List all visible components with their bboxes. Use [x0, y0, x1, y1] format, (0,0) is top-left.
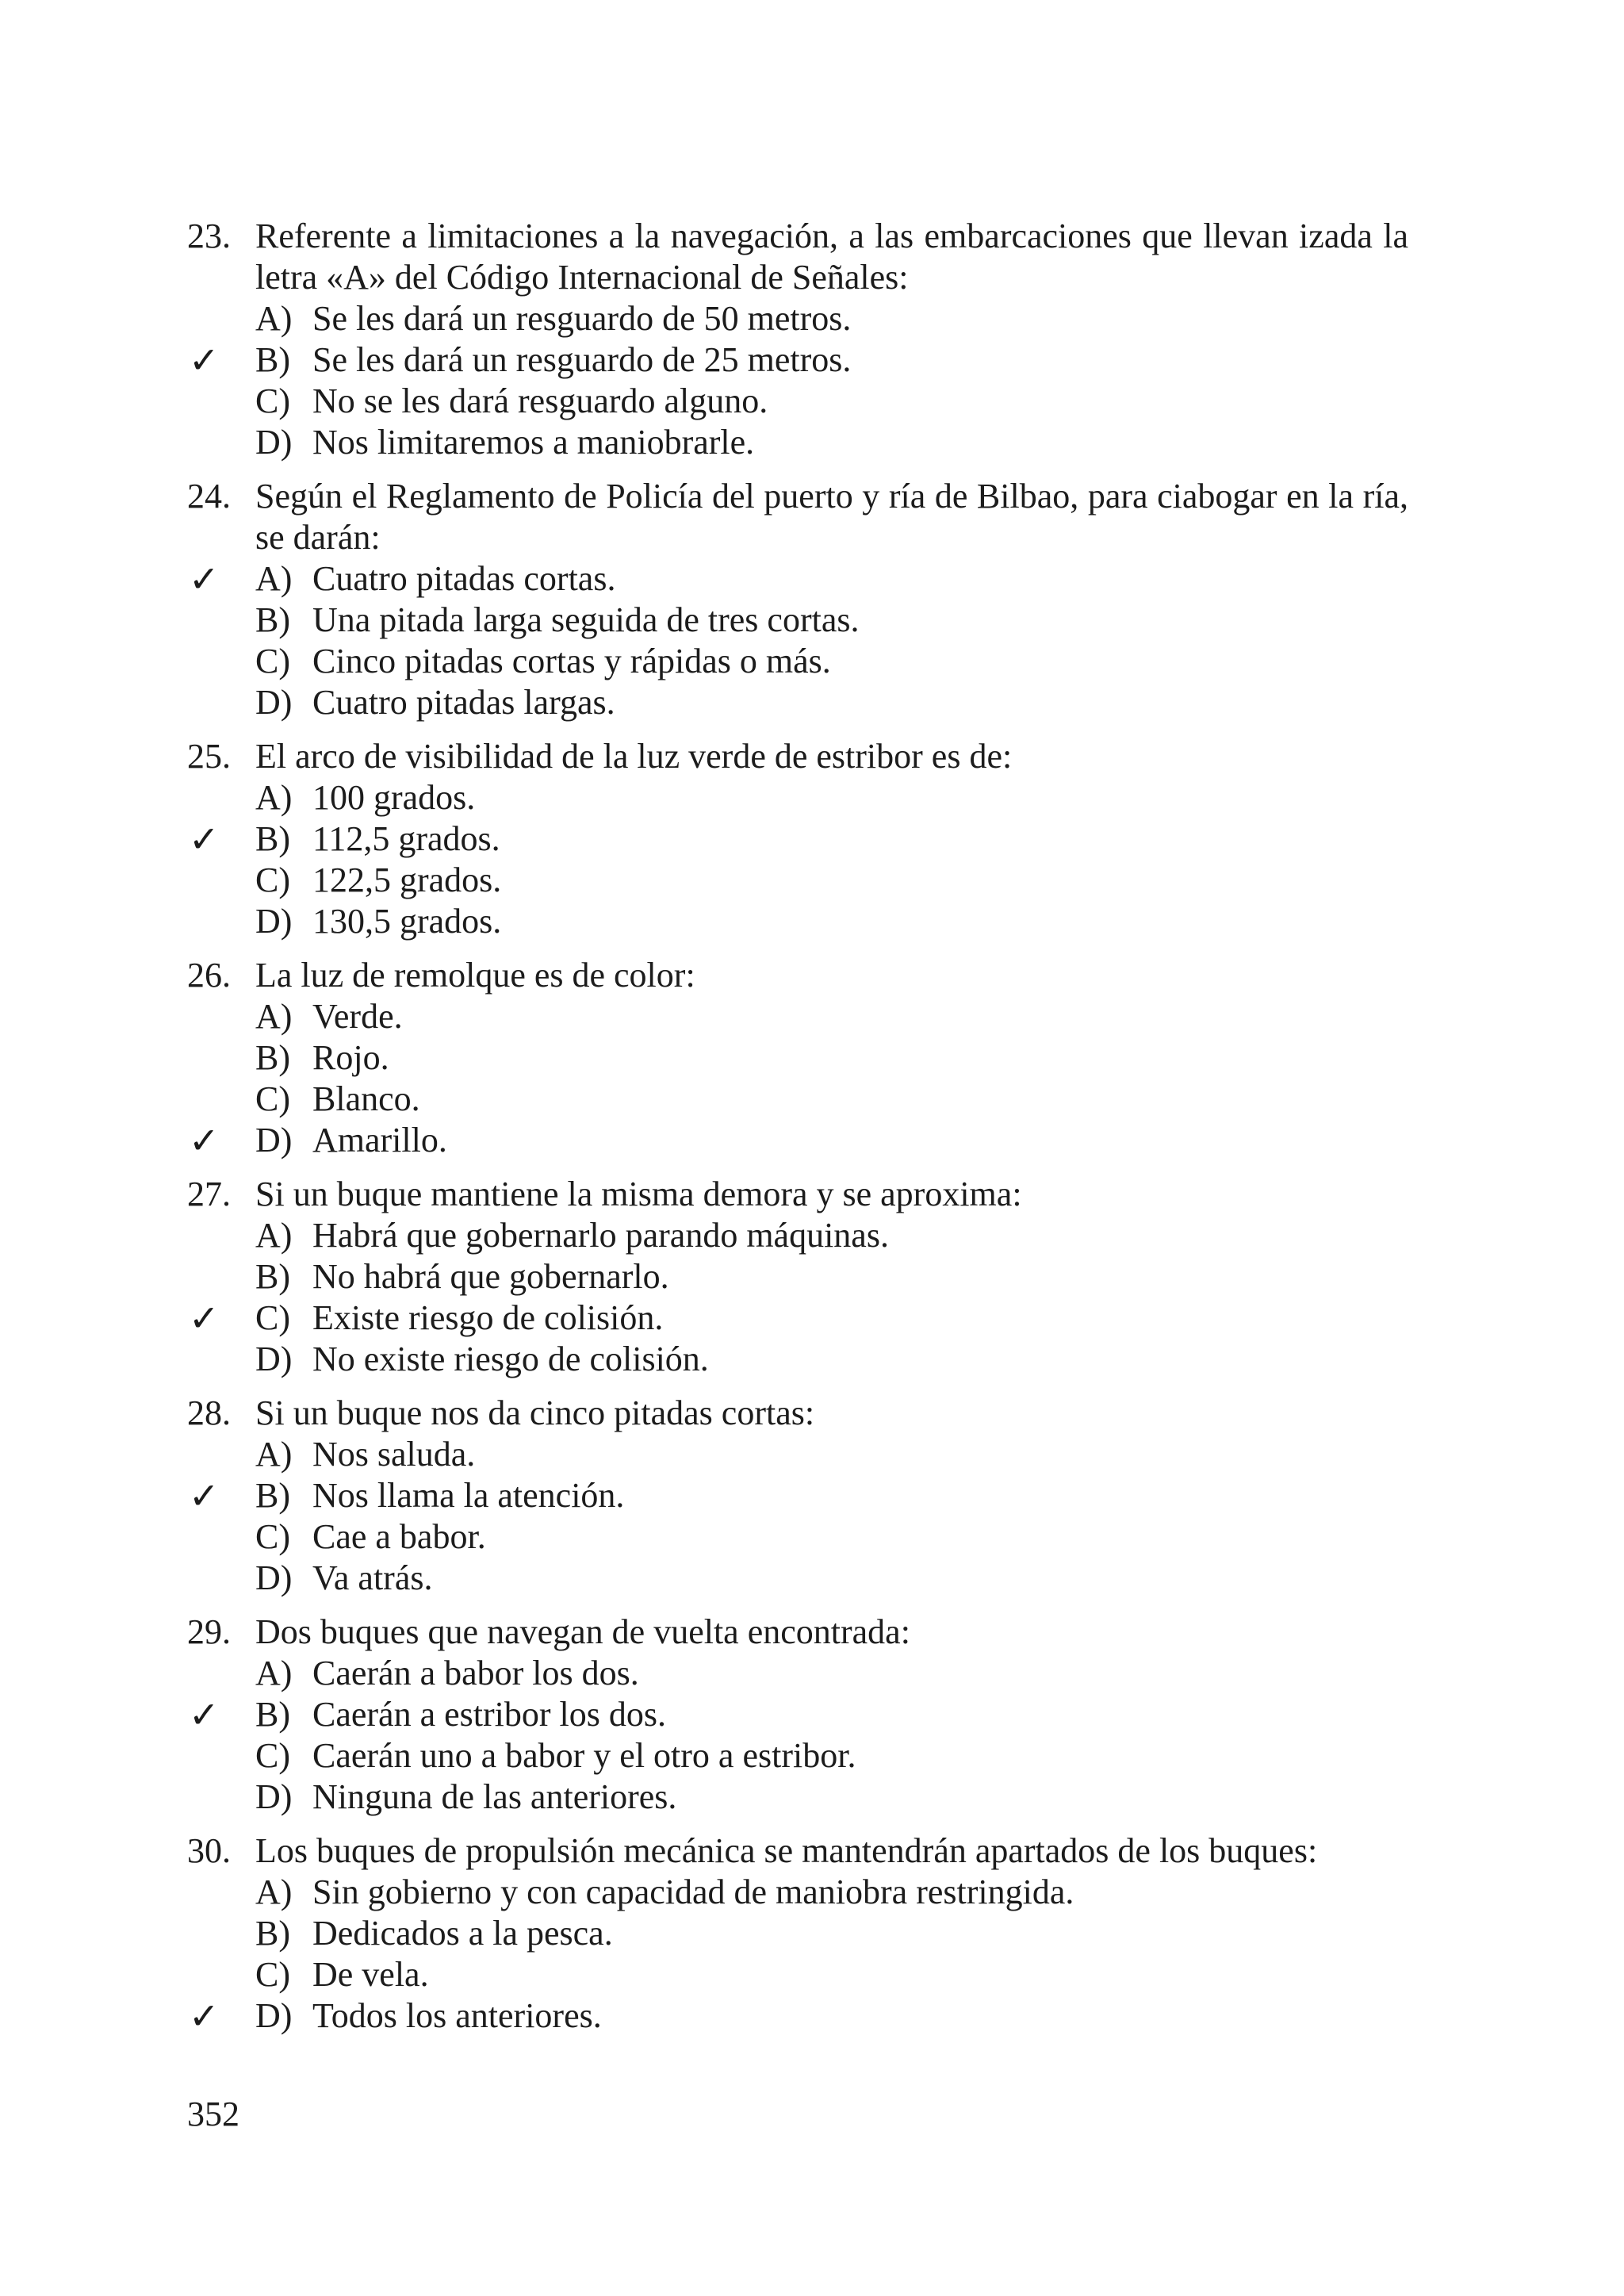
option-text: De vela.	[312, 1955, 429, 1994]
option-letter: D)	[255, 423, 293, 462]
option-text: Sin gobierno y con capacidad de maniobra restringida.	[312, 1872, 1074, 1911]
option-letter: B)	[255, 340, 290, 379]
checkmark-icon: ✓	[189, 339, 220, 381]
option-letter: B)	[255, 1257, 290, 1296]
answer-option	[187, 381, 1408, 422]
question-number: 29.	[187, 1612, 231, 1651]
question-stem	[187, 955, 1408, 996]
answer-option	[187, 1913, 1408, 1954]
option-letter: A)	[255, 1654, 293, 1692]
answer-option	[187, 777, 1408, 818]
answer-option	[187, 1872, 1408, 1913]
question-text: Si un buque nos da cinco pitadas cortas:	[255, 1393, 815, 1432]
option-letter: A)	[255, 778, 293, 817]
option-text: Amarillo.	[312, 1121, 447, 1159]
option-letter: D)	[255, 902, 293, 941]
checkmark-icon: ✓	[189, 558, 220, 600]
option-text: Se les dará un resguardo de 25 metros.	[312, 340, 852, 379]
question-stem	[187, 1612, 1408, 1653]
answer-option	[187, 1120, 1408, 1161]
option-text: 100 grados.	[312, 778, 476, 817]
option-letter: A)	[255, 1216, 293, 1255]
option-letter: B)	[255, 600, 290, 639]
question-item	[187, 1174, 1408, 1380]
question-text: Dos buques que navegan de vuelta encontrada:	[255, 1612, 910, 1651]
option-text: Nos limitaremos a maniobrarle.	[312, 423, 755, 462]
option-letter: D)	[255, 1558, 293, 1597]
answer-option	[187, 1516, 1408, 1558]
checkmark-icon: ✓	[189, 1693, 220, 1736]
question-item	[187, 1612, 1408, 1818]
answer-option	[187, 600, 1408, 641]
option-letter: D)	[255, 1121, 293, 1159]
question-number: 30.	[187, 1831, 231, 1870]
option-text: Cae a babor.	[312, 1517, 486, 1556]
question-number: 25.	[187, 737, 231, 776]
option-text: Existe riesgo de colisión.	[312, 1298, 664, 1337]
option-text: Nos llama la atención.	[312, 1476, 625, 1515]
option-letter: B)	[255, 1914, 290, 1953]
option-letter: C)	[255, 1079, 290, 1118]
answer-option	[187, 339, 1408, 381]
option-text: Una pitada larga seguida de tres cortas.	[312, 600, 860, 639]
question-text: El arco de visibilidad de la luz verde de estribor es de:	[255, 737, 1013, 776]
option-text: 130,5 grados.	[312, 902, 502, 941]
page-number: 352	[187, 2095, 239, 2133]
question-stem	[187, 476, 1408, 558]
option-letter: C)	[255, 861, 290, 899]
checkmark-icon: ✓	[189, 1119, 220, 1162]
option-text: Habrá que gobernarlo parando máquinas.	[312, 1216, 889, 1255]
option-letter: A)	[255, 997, 293, 1036]
question-stem	[187, 1174, 1408, 1215]
answer-option	[187, 1037, 1408, 1079]
answer-option	[187, 1475, 1408, 1516]
answer-option	[187, 1777, 1408, 1818]
answer-option	[187, 1995, 1408, 2037]
option-text: No existe riesgo de colisión.	[312, 1340, 709, 1378]
question-item	[187, 955, 1408, 1161]
option-letter: A)	[255, 559, 293, 598]
question-list	[187, 216, 1408, 2049]
option-text: No se les dará resguardo alguno.	[312, 381, 768, 420]
option-text: Cinco pitadas cortas y rápidas o más.	[312, 642, 831, 680]
option-letter: D)	[255, 1777, 293, 1816]
checkmark-icon: ✓	[189, 818, 220, 861]
option-text: 112,5 grados.	[312, 819, 500, 858]
question-text: Referente a limitaciones a la navegación, a las embarcaciones que llevan izada la letra «A» del Código Internacional de Señales:	[255, 217, 1408, 297]
question-stem	[187, 1830, 1408, 1872]
option-letter: B)	[255, 1038, 290, 1077]
question-number: 26.	[187, 956, 231, 995]
option-letter: A)	[255, 1435, 293, 1474]
checkmark-icon: ✓	[189, 1995, 220, 2037]
option-letter: D)	[255, 1996, 293, 2035]
checkmark-icon: ✓	[189, 1297, 220, 1340]
answer-option	[187, 1339, 1408, 1380]
answer-option	[187, 1735, 1408, 1777]
answer-option	[187, 1079, 1408, 1120]
option-letter: C)	[255, 1298, 290, 1337]
checkmark-icon: ✓	[189, 1474, 220, 1517]
option-text: Rojo.	[312, 1038, 389, 1077]
question-stem	[187, 216, 1408, 298]
answer-option	[187, 1434, 1408, 1475]
question-number: 27.	[187, 1175, 231, 1213]
option-text: 122,5 grados.	[312, 861, 502, 899]
question-text: Según el Reglamento de Policía del puerto y ría de Bilbao, para ciabogar en la ría, se darán:	[255, 477, 1408, 557]
answer-option	[187, 1558, 1408, 1599]
question-number: 28.	[187, 1393, 231, 1432]
answer-option	[187, 422, 1408, 463]
question-text: Si un buque mantiene la misma demora y se aproxima:	[255, 1175, 1022, 1213]
option-text: Caerán a estribor los dos.	[312, 1695, 666, 1734]
option-text: Todos los anteriores.	[312, 1996, 602, 2035]
option-text: Cuatro pitadas cortas.	[312, 559, 616, 598]
option-letter: B)	[255, 1476, 290, 1515]
option-letter: C)	[255, 1517, 290, 1556]
question-item	[187, 216, 1408, 463]
option-letter: C)	[255, 642, 290, 680]
answer-option	[187, 1256, 1408, 1297]
option-letter: D)	[255, 683, 293, 722]
option-text: Ninguna de las anteriores.	[312, 1777, 677, 1816]
option-letter: B)	[255, 819, 290, 858]
answer-option	[187, 298, 1408, 339]
answer-option	[187, 1653, 1408, 1694]
option-letter: A)	[255, 1872, 293, 1911]
question-stem	[187, 1393, 1408, 1434]
option-letter: B)	[255, 1695, 290, 1734]
option-text: Caerán a babor los dos.	[312, 1654, 639, 1692]
option-letter: C)	[255, 1736, 290, 1775]
option-letter: A)	[255, 299, 293, 338]
answer-option	[187, 682, 1408, 723]
option-letter: C)	[255, 381, 290, 420]
option-text: No habrá que gobernarlo.	[312, 1257, 669, 1296]
option-letter: D)	[255, 1340, 293, 1378]
question-item	[187, 736, 1408, 942]
answer-option	[187, 1297, 1408, 1339]
option-text: Caerán uno a babor y el otro a estribor.	[312, 1736, 856, 1775]
option-text: Nos saluda.	[312, 1435, 476, 1474]
question-stem	[187, 736, 1408, 777]
question-text: La luz de remolque es de color:	[255, 956, 695, 995]
answer-option	[187, 818, 1408, 860]
option-text: Se les dará un resguardo de 50 metros.	[312, 299, 852, 338]
question-item	[187, 476, 1408, 723]
question-text: Los buques de propulsión mecánica se mantendrán apartados de los buques:	[255, 1831, 1318, 1870]
option-text: Dedicados a la pesca.	[312, 1914, 613, 1953]
answer-option	[187, 996, 1408, 1037]
option-text: Blanco.	[312, 1079, 420, 1118]
question-number: 23.	[187, 217, 231, 255]
answer-option	[187, 860, 1408, 901]
option-letter: C)	[255, 1955, 290, 1994]
answer-option	[187, 641, 1408, 682]
question-number: 24.	[187, 477, 231, 516]
answer-option	[187, 1694, 1408, 1735]
option-text: Cuatro pitadas largas.	[312, 683, 615, 722]
question-item	[187, 1830, 1408, 2037]
answer-option	[187, 1215, 1408, 1256]
option-text: Verde.	[312, 997, 403, 1036]
answer-option	[187, 1954, 1408, 1995]
option-text: Va atrás.	[312, 1558, 433, 1597]
answer-option	[187, 558, 1408, 600]
answer-option	[187, 901, 1408, 942]
question-item	[187, 1393, 1408, 1599]
